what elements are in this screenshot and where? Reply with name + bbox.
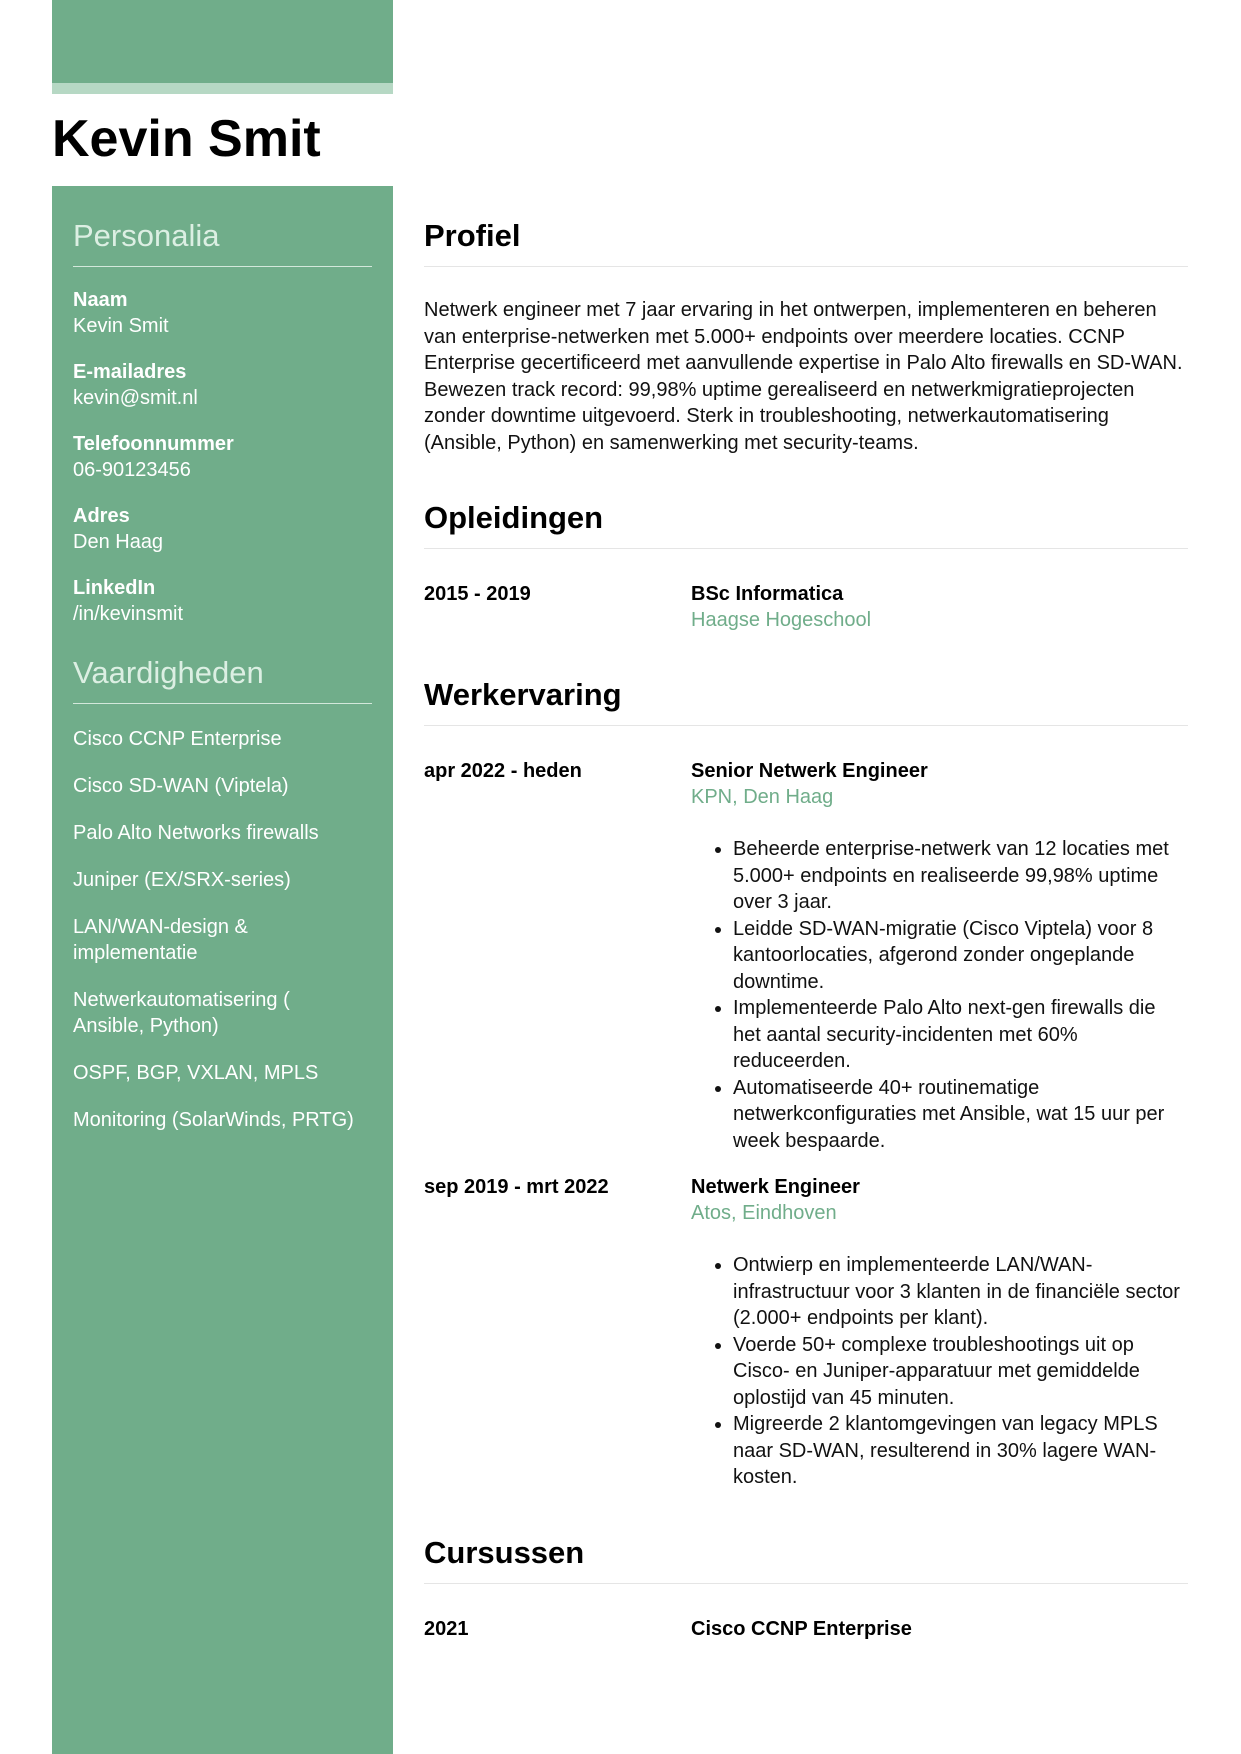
experience-section bbox=[424, 633, 1188, 1491]
education-school: Haagse Hogeschool bbox=[691, 609, 872, 631]
job-bullet: • Beheerde enterprise-netwerk van 12 locaties met 5.000+ endpoints en realiseerde 99,98% uptime over 3 jaar. bbox=[733, 836, 1188, 916]
skill-item: Cisco SD-WAN (Viptela) bbox=[73, 775, 289, 797]
personalia-value: /in/kevinsmit bbox=[73, 603, 184, 625]
course-entry bbox=[424, 1616, 1188, 1642]
skill-item: Palo Alto Networks firewalls bbox=[73, 822, 319, 844]
job-bullet: • Automatiseerde 40+ routinematige netwerkconfiguraties met Ansible, wat 15 uur per week bespaarde. bbox=[733, 1075, 1188, 1155]
profile-section bbox=[424, 186, 1188, 456]
personalia-heading: Personalia bbox=[73, 218, 372, 267]
job-bullets bbox=[691, 836, 1188, 1154]
personalia-label: Adres bbox=[73, 505, 130, 527]
personalia-name bbox=[73, 287, 372, 339]
job-bullet: • Migreerde 2 klantomgevingen van legacy MPLS naar SD-WAN, resulterend in 30% lagere WAN-kosten. bbox=[733, 1411, 1188, 1491]
personalia-section bbox=[73, 267, 372, 627]
job-employer: KPN, Den Haag bbox=[691, 786, 834, 808]
education-dates: 2015 - 2019 bbox=[424, 583, 531, 605]
personalia-value: Kevin Smit bbox=[73, 315, 169, 337]
skill-item: Monitoring (SolarWinds, PRTG) bbox=[73, 1109, 354, 1131]
personalia-address bbox=[73, 503, 372, 555]
candidate-name: Kevin Smit bbox=[52, 110, 321, 168]
education-title: BSc Informatica bbox=[691, 583, 844, 605]
education-body bbox=[691, 581, 1188, 633]
personalia-label: Naam bbox=[73, 289, 128, 311]
personalia-label: Telefoonnummer bbox=[73, 433, 234, 455]
education-section bbox=[424, 456, 1188, 633]
experience-entry bbox=[424, 758, 1188, 1154]
profile-heading: Profiel bbox=[424, 186, 1188, 267]
profile-text: Netwerk engineer met 7 jaar ervaring in het ontwerpen, implementeren en beheren van enterprise-netwerken met 5.000+ endpoints over meerdere locaties. CCNP Enterprise gecertificeerd met aanvullende expertise in Palo Alto firewalls en SD-WAN. Bewezen track record: 99,98% uptime gerealiseerd en netwerkmigratieprojecten zonder downtime uitgevoerd. Sterk in troubleshooting, netwerkautomatisering (Ansible, Python) en samenwerking met security-teams. bbox=[424, 299, 1183, 454]
skill-item: Juniper (EX/SRX-series) bbox=[73, 869, 291, 891]
skills-list bbox=[73, 704, 372, 1133]
course-title: Cisco CCNP Enterprise bbox=[691, 1617, 912, 1640]
job-title: Senior Netwerk Engineer bbox=[691, 760, 928, 782]
course-date: 2021 bbox=[424, 1617, 469, 1640]
personalia-email bbox=[73, 359, 372, 411]
skill-item: Cisco CCNP Enterprise bbox=[73, 728, 282, 750]
skill-item: OSPF, BGP, VXLAN, MPLS bbox=[73, 1062, 319, 1084]
personalia-label: LinkedIn bbox=[73, 577, 156, 599]
skill-item: Netwerkautomatisering ( Ansible, Python) bbox=[73, 989, 290, 1037]
job-employer: Atos, Eindhoven bbox=[691, 1202, 837, 1224]
course-body bbox=[691, 1616, 1188, 1642]
experience-heading: Werkervaring bbox=[424, 645, 1188, 726]
personalia-value: Den Haag bbox=[73, 531, 164, 553]
courses-heading: Cursussen bbox=[424, 1503, 1188, 1584]
skills-heading: Vaardigheden bbox=[73, 655, 372, 704]
job-title: Netwerk Engineer bbox=[691, 1176, 860, 1198]
job-bullet: • Ontwierp en implementeerde LAN/WAN-infrastructuur voor 3 klanten in de financiële sector (2.000+ endpoints per klant). bbox=[733, 1252, 1188, 1332]
job-bullet: • Voerde 50+ complexe troubleshootings uit op Cisco- en Juniper-apparatuur met gemiddelde oplostijd van 45 minuten. bbox=[733, 1332, 1188, 1412]
personalia-value: kevin@smit.nl bbox=[73, 387, 198, 409]
education-heading: Opleidingen bbox=[424, 468, 1188, 549]
experience-dates: apr 2022 - heden bbox=[424, 760, 582, 782]
sidebar bbox=[52, 186, 393, 1754]
personalia-label: E-mailadres bbox=[73, 361, 187, 383]
personalia-value: 06-90123456 bbox=[73, 459, 191, 481]
experience-body bbox=[691, 1174, 1188, 1491]
education-entry bbox=[424, 581, 1188, 633]
experience-entry bbox=[424, 1174, 1188, 1491]
experience-body bbox=[691, 758, 1188, 1154]
skill-item: LAN/WAN-design & implementatie bbox=[73, 916, 248, 964]
job-bullet: • Implementeerde Palo Alto next-gen firewalls die het aantal security-incidenten met 60% reduceerden. bbox=[733, 995, 1188, 1075]
experience-dates: sep 2019 - mrt 2022 bbox=[424, 1176, 609, 1198]
sidebar-top-block bbox=[52, 0, 393, 83]
job-bullets bbox=[691, 1252, 1188, 1491]
courses-section bbox=[424, 1491, 1188, 1642]
job-bullet: • Leidde SD-WAN-migratie (Cisco Viptela) voor 8 kantoorlocaties, afgerond zonder ongeplande downtime. bbox=[733, 916, 1188, 996]
personalia-linkedin bbox=[73, 575, 372, 627]
main-content bbox=[424, 186, 1188, 1642]
sidebar-top-stripe bbox=[52, 83, 393, 94]
personalia-phone bbox=[73, 431, 372, 483]
